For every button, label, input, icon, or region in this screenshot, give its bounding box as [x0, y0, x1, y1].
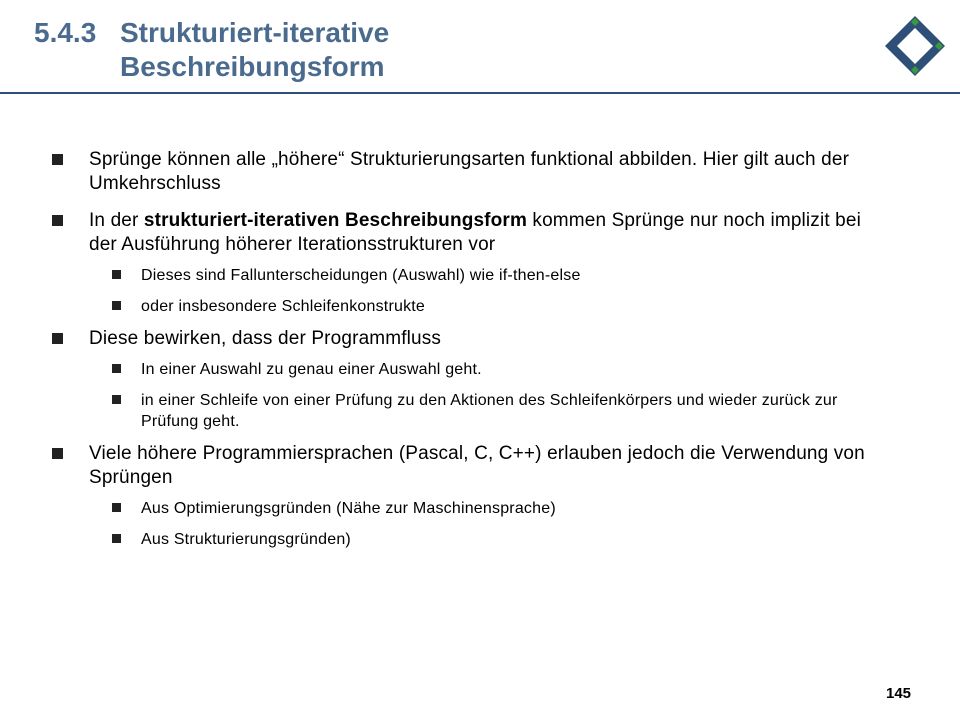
sub-bullet-text: Aus Strukturierungsgründen) — [141, 531, 351, 548]
square-bullet-icon — [112, 270, 121, 279]
square-bullet-icon — [112, 534, 121, 543]
page-number: 145 — [886, 685, 912, 702]
section-number: 5.4.3 — [34, 17, 97, 48]
sub-bullet-item — [112, 529, 872, 550]
square-bullet-icon — [52, 154, 63, 165]
square-bullet-icon — [52, 333, 63, 344]
diamond-logo-icon — [884, 15, 946, 77]
title-divider — [0, 92, 960, 94]
title-text-line-2: Beschreibungsform — [120, 51, 385, 82]
sub-bullet-text: oder insbesondere Schleifenkonstrukte — [141, 298, 426, 315]
bullet-text-bold: strukturiert-iterativen Beschreibungsform — [143, 210, 527, 231]
slide-title — [34, 16, 834, 84]
bullet-text-before: In der — [89, 210, 144, 231]
bullet-item-3 — [52, 327, 872, 351]
sub-bullet-text: Aus Optimierungsgründen (Nähe zur Maschinensprache) — [141, 500, 556, 517]
sub-bullet-item — [112, 265, 872, 286]
sub-bullet-item — [112, 359, 872, 380]
bullet-text: Sprünge können alle „höhere“ Strukturierungsarten funktional abbilden. Hier gilt auch der Umkehrschluss — [89, 149, 850, 194]
square-bullet-icon — [112, 503, 121, 512]
square-bullet-icon — [52, 448, 63, 459]
sub-bullet-text: In einer Auswahl zu genau einer Auswahl geht. — [141, 361, 482, 378]
bullet-item-4 — [52, 442, 872, 490]
bullet-text: Diese bewirken, dass der Programmfluss — [89, 328, 442, 349]
square-bullet-icon — [112, 395, 121, 404]
bullet-list — [52, 148, 872, 560]
square-bullet-icon — [52, 215, 63, 226]
sub-bullet-text: Dieses sind Fallunterscheidungen (Auswahl) wie if-then-else — [141, 267, 581, 284]
bullet-item-1 — [52, 148, 872, 196]
title-text-line-1: Strukturiert-iterative — [120, 17, 390, 48]
bullet-text: Viele höhere Programmiersprachen (Pascal, C, C++) erlauben jedoch die Verwendung von Sprüngen — [89, 443, 865, 488]
sub-bullet-text: in einer Schleife von einer Prüfung zu den Aktionen des Schleifenkörpers und wieder zurück zur Prüfung geht. — [141, 392, 838, 430]
sub-bullet-item — [112, 296, 872, 317]
title-indent — [34, 50, 120, 84]
bullet-item-2 — [52, 209, 872, 257]
bullet-text — [89, 209, 872, 257]
title-line-2 — [34, 50, 834, 84]
square-bullet-icon — [112, 301, 121, 310]
sub-bullet-item — [112, 498, 872, 519]
title-line-1 — [34, 16, 834, 50]
bullet-text-after: kommen Sprünge nur noch implizit bei der Ausführung höherer Iterationsstrukturen vor — [89, 210, 861, 255]
square-bullet-icon — [112, 364, 121, 373]
sub-bullet-item — [112, 390, 872, 432]
